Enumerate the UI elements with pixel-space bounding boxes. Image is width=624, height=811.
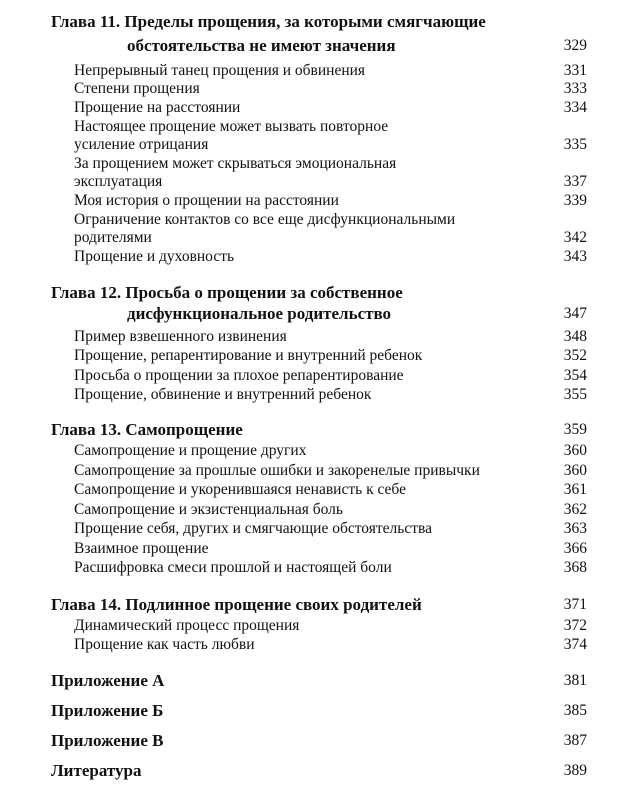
chapter-12-heading [0,283,624,303]
chapter-title: Глава 12. Просьба о прощении за собственное [51,283,403,302]
toc-entry-cont [0,135,624,155]
page-number: 334 [563,99,587,116]
page-number: 329 [563,37,587,54]
chapter-11-heading-cont [0,36,624,56]
appendix-a [0,671,624,691]
bibliography [0,761,624,781]
page-number: 387 [563,732,587,749]
chapter-14-heading [0,595,624,615]
page-number: 335 [563,136,587,153]
page-number: 347 [563,305,587,322]
appendix-title: Приложение В [51,731,164,750]
toc-entry [0,247,624,267]
toc-entry [0,154,624,174]
toc-entry [0,191,624,211]
entry-title: Самопрощение и прощение других [74,442,307,459]
toc-entry [0,117,624,137]
toc-entry [0,346,624,366]
entry-title: Самопрощение и экзистенциальная боль [74,501,343,518]
page-number: 337 [563,173,587,190]
chapter-title: Глава 13. Самопрощение [51,420,243,439]
entry-title: Просьба о прощении за плохое репарентирование [74,367,404,384]
page-number: 360 [563,442,587,459]
page-number: 371 [563,596,587,613]
page-number: 333 [563,80,587,97]
entry-title: Ограничение контактов со все еще дисфункциональными [74,211,456,228]
chapter-title: обстоятельства не имеют значения [127,36,396,55]
entry-title: Пример взвешенного извинения [74,328,287,345]
page-number: 339 [563,192,587,209]
page-number: 352 [563,347,587,364]
entry-title: За прощением может скрываться эмоциональная [74,155,397,172]
chapter-11-heading [0,12,624,32]
toc-entry [0,635,624,655]
entry-title: Прощение и духовность [74,248,235,265]
page-number: 368 [563,559,587,576]
toc-entry [0,385,624,405]
entry-title: Расшифровка смеси прошлой и настоящей боли [74,559,392,576]
entry-title: эксплуатация [74,173,163,190]
toc-entry [0,461,624,481]
toc-entry [0,558,624,578]
entry-title: Прощение, репарентирование и внутренний ребенок [74,347,423,364]
entry-title: Прощение на расстоянии [74,99,241,116]
toc-entry [0,327,624,347]
page-number: 374 [563,636,587,653]
page-number: 389 [563,762,587,779]
appendix-title: Литература [51,761,142,780]
chapter-title: Глава 14. Подлинное прощение своих родителей [51,595,422,614]
toc-entry [0,210,624,230]
toc-entry [0,519,624,539]
page-number: 360 [563,462,587,479]
appendix-title: Приложение Б [51,701,164,720]
page-number: 331 [563,62,587,79]
toc-entry [0,539,624,559]
page-number: 343 [563,248,587,265]
entry-title: Непрерывный танец прощения и обвинения [74,62,366,79]
page-number: 381 [563,672,587,689]
page-number: 342 [563,229,587,246]
page-number: 366 [563,540,587,557]
entry-title: Самопрощение и укоренившаяся ненависть к себе [74,481,406,498]
appendix-title: Приложение А [51,671,165,690]
entry-title: Динамический процесс прощения [74,617,300,634]
toc-entry [0,500,624,520]
chapter-title: Глава 11. Пределы прощения, за которыми смягчающие [51,12,486,31]
appendix-b [0,701,624,721]
page-number: 385 [563,702,587,719]
entry-title: Прощение себя, других и смягчающие обстоятельства [74,520,432,537]
page-number: 363 [563,520,587,537]
chapter-title: дисфункциональное родительство [127,304,392,323]
page-number: 355 [563,386,587,403]
entry-title: Взаимное прощение [74,540,209,557]
toc-entry [0,480,624,500]
page-number: 354 [563,367,587,384]
toc-entry [0,61,624,81]
entry-title: Самопрощение за прошлые ошибки и закоренелые привычки [74,462,480,479]
entry-title: Настоящее прощение может вызвать повторное [74,118,389,135]
page-number: 361 [563,481,587,498]
toc-entry [0,616,624,636]
page-number: 362 [563,501,587,518]
toc-entry [0,441,624,461]
chapter-13-heading [0,420,624,440]
chapter-12-heading-cont [0,304,624,324]
toc-entry [0,79,624,99]
toc-entry-cont [0,228,624,248]
page-number: 359 [563,421,587,438]
page-number: 372 [563,617,587,634]
appendix-c [0,731,624,751]
page-number: 348 [563,328,587,345]
entry-title: Прощение как часть любви [74,636,255,653]
entry-title: родителями [74,229,152,246]
entry-title: Степени прощения [74,80,200,97]
entry-title: усиление отрицания [74,136,209,153]
entry-title: Моя история о прощении на расстоянии [74,192,339,209]
toc-entry [0,366,624,386]
toc-entry-cont [0,172,624,192]
entry-title: Прощение, обвинение и внутренний ребенок [74,386,372,403]
toc-entry [0,98,624,118]
